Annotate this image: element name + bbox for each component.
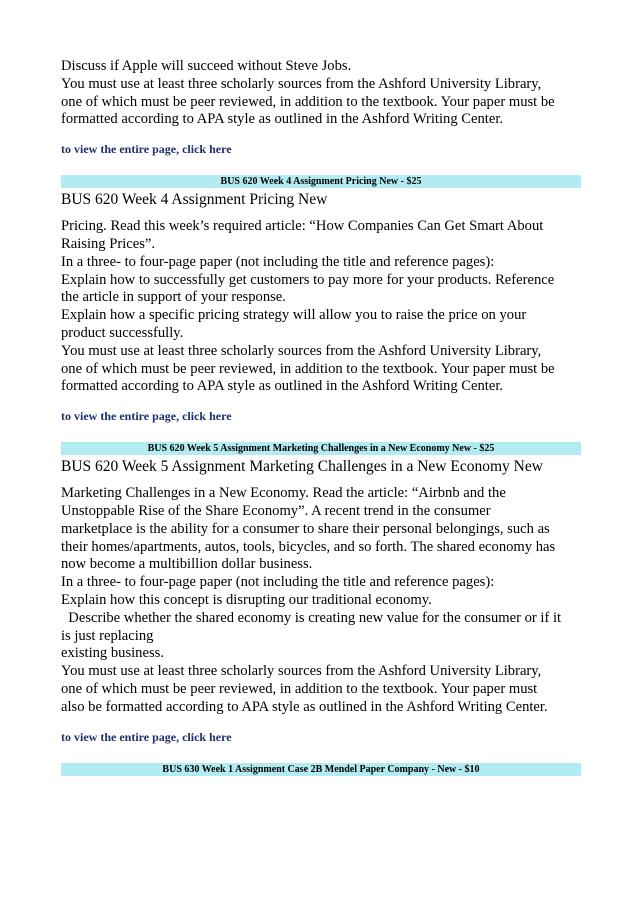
section0-body bbox=[61, 58, 581, 129]
section2-line-4: their homes/apartments, autos, tools, bicycles, and so forth. The shared economy has bbox=[61, 538, 556, 555]
view-entire-page-link-3[interactable]: to view the entire page, click here bbox=[61, 729, 232, 744]
section0-line-1: Discuss if Apple will succeed without Steve Jobs. bbox=[61, 58, 352, 74]
section1-line-4: Explain how to successfully get customers to pay more for your products. Reference bbox=[61, 271, 555, 288]
section1-line-5: the article in support of your response. bbox=[61, 289, 286, 306]
section1-line-1: Pricing. Read this week’s required article: “How Companies Can Get Smart About bbox=[61, 218, 544, 235]
section2-title-bar: BUS 620 Week 5 Assignment Marketing Challenges in a New Economy New - $25 bbox=[61, 442, 581, 455]
section0-line-2: You must use at least three scholarly sources from the Ashford University Library, bbox=[61, 75, 542, 92]
section2-line-13: also be formatted according to APA style as outlined in the Ashford Writing Center. bbox=[61, 698, 548, 715]
section2-line-11: You must use at least three scholarly sources from the Ashford University Library, bbox=[61, 663, 542, 680]
section1-line-6: Explain how a specific pricing strategy will allow you to raise the price on your bbox=[61, 307, 527, 324]
section0-line-3: one of which must be peer reviewed, in addition to the textbook. Your paper must be bbox=[61, 93, 555, 110]
section2-heading: BUS 620 Week 5 Assignment Marketing Challenges in a New Economy New bbox=[61, 458, 543, 476]
section3-title-bar: BUS 630 Week 1 Assignment Case 2B Mendel Paper Company - New - $10 bbox=[61, 763, 581, 776]
view-entire-page-link-1[interactable]: to view the entire page, click here bbox=[61, 142, 232, 157]
section0-line-4: formatted according to APA style as outlined in the Ashford Writing Center. bbox=[61, 111, 504, 128]
section1-line-9: one of which must be peer reviewed, in addition to the textbook. Your paper must be bbox=[61, 360, 555, 377]
section2-line-10: existing business. bbox=[61, 645, 164, 662]
section1-line-2: Raising Prices”. bbox=[61, 235, 156, 252]
section2-line-6: In a three- to four-page paper (not including the title and reference pages): bbox=[61, 574, 495, 591]
section2-body bbox=[61, 485, 581, 716]
section2-line-2: Unstoppable Rise of the Share Economy”. A recent trend in the consumer bbox=[61, 502, 491, 519]
section2-line-7: Explain how this concept is disrupting our traditional economy. bbox=[61, 591, 432, 608]
section2-line-5: now become a multibillion dollar business. bbox=[61, 556, 313, 573]
section1-heading: BUS 620 Week 4 Assignment Pricing New bbox=[61, 191, 328, 209]
section1-title-bar: BUS 620 Week 4 Assignment Pricing New - $25 bbox=[61, 175, 581, 188]
section2-line-1: Marketing Challenges in a New Economy. Read the article: “Airbnb and the bbox=[61, 485, 506, 502]
section2-line-9: is just replacing bbox=[61, 627, 154, 644]
section2-line-3: marketplace is the ability for a consumer to share their personal belongings, such as bbox=[61, 520, 550, 537]
section1-line-3: In a three- to four-page paper (not including the title and reference pages): bbox=[61, 253, 495, 270]
document-page bbox=[61, 58, 581, 776]
section2-line-8: Describe whether the shared economy is creating new value for the consumer or if it bbox=[61, 609, 562, 626]
section1-body bbox=[61, 218, 581, 396]
section1-line-10: formatted according to APA style as outlined in the Ashford Writing Center. bbox=[61, 378, 504, 395]
section1-line-7: product successfully. bbox=[61, 324, 184, 341]
view-entire-page-link-2[interactable]: to view the entire page, click here bbox=[61, 409, 232, 424]
section1-line-8: You must use at least three scholarly sources from the Ashford University Library, bbox=[61, 342, 542, 359]
section2-line-12: one of which must be peer reviewed, in addition to the textbook. Your paper must bbox=[61, 680, 538, 697]
